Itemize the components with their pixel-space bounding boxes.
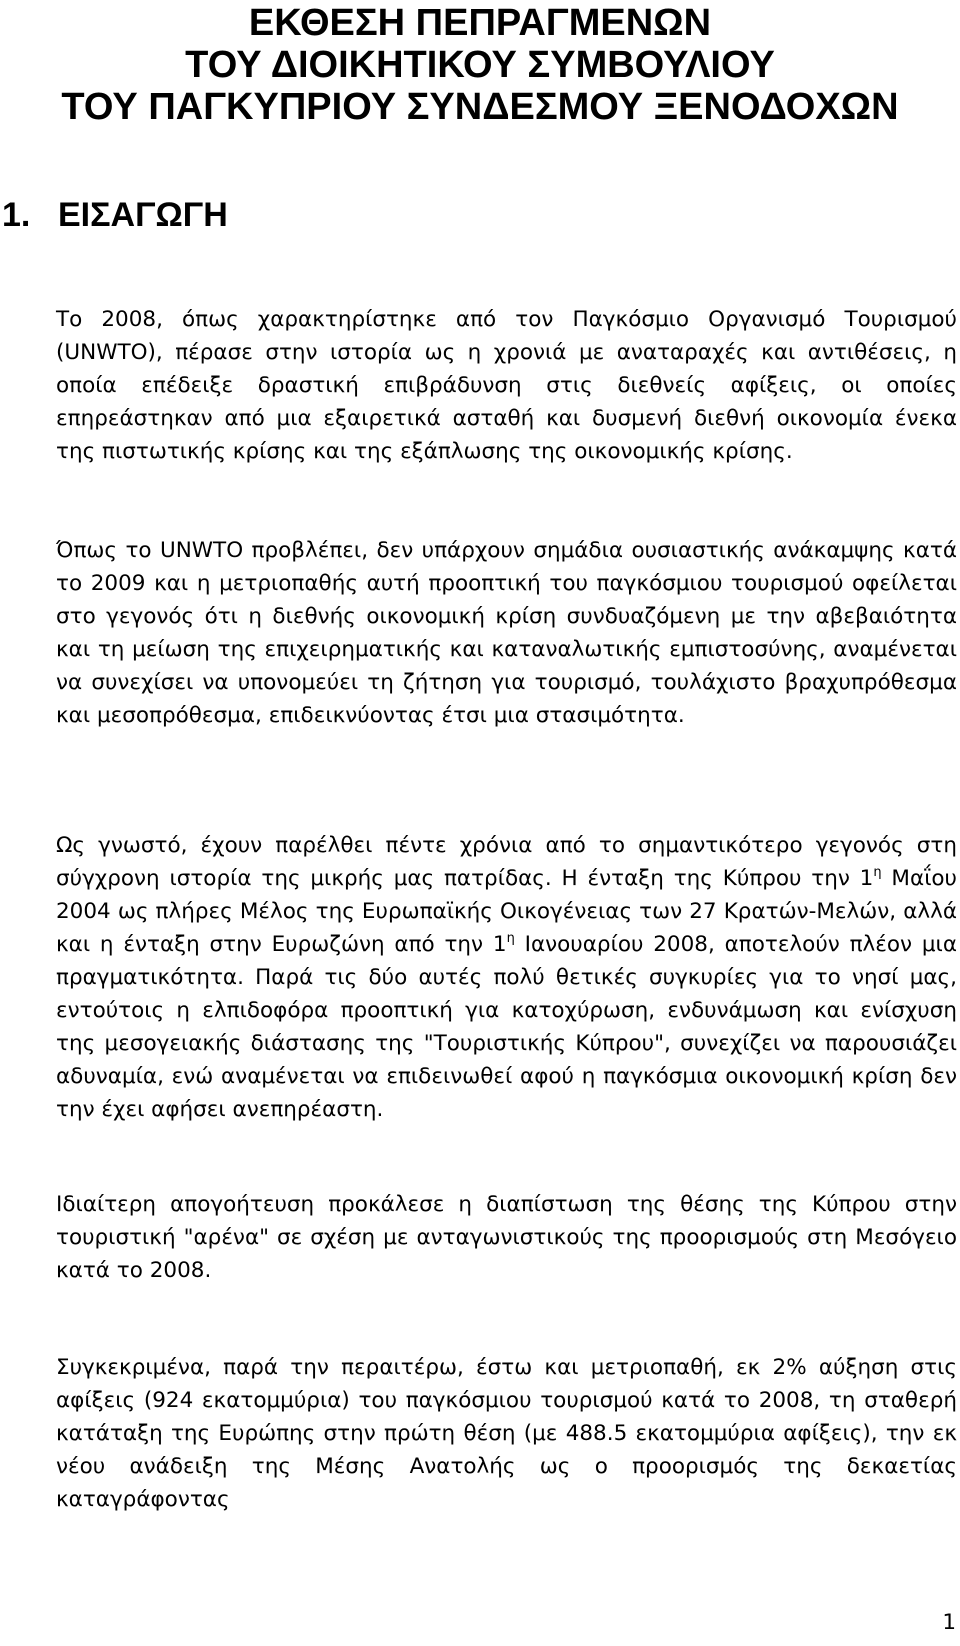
section-number: 1. xyxy=(2,196,31,234)
ordinal-superscript-2: η xyxy=(506,931,515,946)
title-line-1: ΕΚΘΕΣΗ ΠΕΠΡΑΓΜΕΝΩΝ xyxy=(248,2,712,44)
section-title: ΕΙΣΑΓΩΓΗ xyxy=(58,196,228,234)
title-line-3: ΤΟΥ ΠΑΓΚΥΠΡΙΟΥ ΣΥΝΔΕΣΜΟΥ ΞΕΝΟΔΟΧΩΝ xyxy=(61,86,899,128)
section-heading xyxy=(2,195,228,235)
paragraph-3-part-1: Ως γνωστό, έχουν παρέλθει πέντε χρόνια από το σημαντικότερο γεγονός στη σύγχρονη ιστορία της μικρής μας πατρίδας. Η ένταξη της Κύπρου την 1 xyxy=(56,833,957,891)
paragraph-5: Συγκεκριμένα, παρά την περαιτέρω, έστω και μετριοπαθή, εκ 2% αύξηση στις αφίξεις (924 εκατομμύρια) του παγκόσμιου τουρισμού κατά το 2008, τη σταθερή κατάταξη της Ευρώπης στην πρώτη θέση (με 488.5 εκατομμύρια αφίξεις), την εκ νέου ανάδειξη της Μέσης Ανατολής ως ο προορισμός της δεκαετίας καταγράφοντας xyxy=(56,1355,957,1512)
page-number: 1 xyxy=(942,1610,956,1635)
document-title xyxy=(0,2,960,128)
paragraph-3-part-3: Ιανουαρίου 2008, αποτελούν πλέον μια πραγματικότητα. Παρά τις δύο αυτές πολύ θετικές συγκυρίες για το νησί μας, εντούτοις η ελπιδοφόρα προοπτική για κατοχύρωση, ενδυνάμωση και ενίσχυση της μεσογειακής διάστασης της "Τουριστικής Κύπρου", συνεχίζει να παρουσιάζει αδυναμία, ενώ αναμένεται να επιδεινωθεί αφού η παγκόσμια οικονομική κρίση δεν την έχει αφήσει ανεπηρέαστη. xyxy=(56,932,957,1122)
paragraph-4: Ιδιαίτερη απογοήτευση προκάλεσε η διαπίστωση της θέσης της Κύπρου στην τουριστική "αρένα" σε σχέση με ανταγωνιστικούς της προορισμούς στη Μεσόγειο κατά το 2008. xyxy=(56,1192,957,1283)
paragraph-3-part-2: Μαΐου 2004 ως πλήρες Μέλος της Ευρωπαϊκής Οικογένειας των 27 Κρατών-Μελών, αλλά και η ένταξη στην Ευρωζώνη από την 1 xyxy=(56,866,957,957)
title-line-2: ΤΟΥ ΔΙΟΙΚΗΤΙΚΟΥ ΣΥΜΒΟΥΛΙΟΥ xyxy=(185,44,775,86)
paragraph-3 xyxy=(56,829,957,1126)
paragraph-2: Όπως το UNWTO προβλέπει, δεν υπάρχουν σημάδια ουσιαστικής ανάκαμψης κατά το 2009 και η μετριοπαθής αυτή προοπτική του παγκόσμιου τουρισμού οφείλεται στο γεγονός ότι η διεθνής οικονομική κρίση συνδυαζόμενη με την αβεβαιότητα και τη μείωση της επιχειρηματικής και καταναλωτικής εμπιστοσύνης, αναμένεται να συνεχίσει να υπονομεύει τη ζήτηση για τουρισμό, τουλάχιστο βραχυπρόθεσμα και μεσοπρόθεσμα, επιδεικνύοντας έτσι μια στασιμότητα. xyxy=(56,538,957,728)
ordinal-superscript-1: η xyxy=(873,865,882,880)
paragraph-1: Το 2008, όπως χαρακτηρίστηκε από τον Παγκόσμιο Οργανισμό Τουρισμού (UNWTO), πέρασε στην ιστορία ως η χρονιά με αναταραχές και αντιθέσεις, η οποία επέδειξε δραστική επιβράδυνση στις διεθνείς αφίξεις, οι οποίες επηρεάστηκαν από μια εξαιρετικά ασταθή και δυσμενή διεθνή οικονομία ένεκα της πιστωτικής κρίσης και της εξάπλωσης της οικονομικής κρίσης. xyxy=(56,307,957,464)
